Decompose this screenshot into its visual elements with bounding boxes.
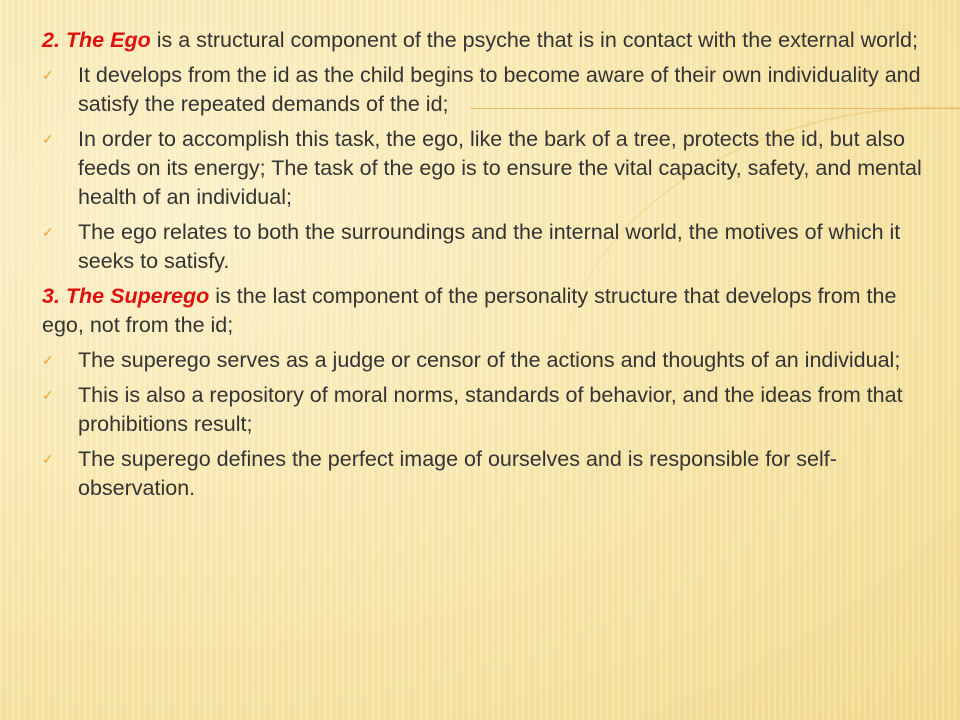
list-item	[42, 125, 932, 212]
superego-heading: 3. The Superego	[42, 284, 210, 308]
superego-intro: is the last component of the personality structure that develops from the ego, not from the id;	[42, 284, 897, 337]
bullet-text: The superego serves as a judge or censor of the actions and thoughts of an individual;	[78, 348, 901, 372]
bullet-text: The superego defines the perfect image of ourselves and is responsible for self-observation.	[78, 447, 837, 500]
checkmark-icon: ✓	[42, 132, 54, 148]
bullet-text: In order to accomplish this task, the ego, like the bark of a tree, protects the id, but also feeds on its energy; The task of the ego is to ensure the vital capacity, safety, and mental health of an individual;	[78, 127, 922, 209]
list-item	[42, 381, 932, 439]
list-item	[42, 61, 932, 119]
bullet-text: This is also a repository of moral norms, standards of behavior, and the ideas from that prohibitions result;	[78, 383, 903, 436]
slide-body	[42, 26, 932, 509]
checkmark-icon: ✓	[42, 68, 54, 84]
checkmark-icon: ✓	[42, 225, 54, 241]
checkmark-icon: ✓	[42, 388, 54, 404]
bullet-text: The ego relates to both the surroundings and the internal world, the motives of which it seeks to satisfy.	[78, 220, 901, 273]
checkmark-icon: ✓	[42, 452, 54, 468]
ego-paragraph	[42, 26, 932, 55]
list-item	[42, 218, 932, 276]
checkmark-icon: ✓	[42, 353, 54, 369]
ego-heading: 2. The Ego	[42, 28, 151, 52]
ego-intro: is a structural component of the psyche that is in contact with the external world;	[150, 28, 918, 52]
list-item	[42, 346, 932, 375]
superego-paragraph	[42, 282, 932, 340]
bullet-text: It develops from the id as the child begins to become aware of their own individuality and satisfy the repeated demands of the id;	[78, 63, 921, 116]
list-item	[42, 445, 932, 503]
